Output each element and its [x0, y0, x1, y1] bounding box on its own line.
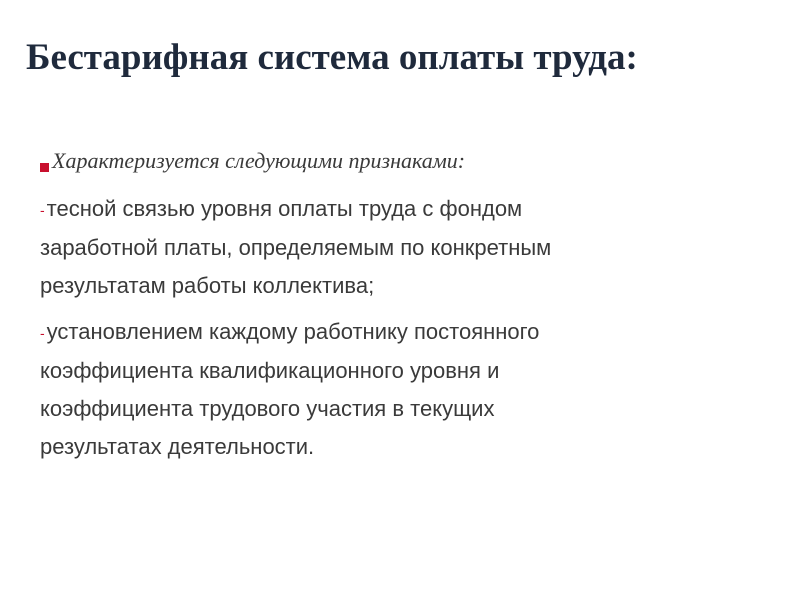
- item-line: тесной связью уровня оплаты труда с фондом: [46, 196, 523, 221]
- item-line: коэффициента квалификационного уровня и: [40, 358, 500, 384]
- intro-line: [40, 146, 760, 176]
- slide-title: Бестарифная система оплаты труда:: [26, 37, 638, 78]
- slide-body: [40, 146, 760, 474]
- item-line: результатам работы коллектива;: [40, 273, 375, 299]
- item-line: результатах деятельности.: [40, 434, 315, 460]
- item-line: заработной платы, определяемым по конкретным: [40, 235, 552, 261]
- intro-text: Характеризуется следующими признаками:: [52, 148, 466, 173]
- item-line: установлением каждому работнику постоянного: [46, 319, 540, 345]
- dash-bullet-icon: -: [40, 202, 45, 219]
- dash-bullet-icon: -: [40, 325, 45, 342]
- item-line: коэффициента трудового участия в текущих: [40, 396, 495, 422]
- square-bullet-icon: [40, 163, 49, 172]
- list-item: [40, 190, 760, 305]
- list-item: [40, 313, 760, 466]
